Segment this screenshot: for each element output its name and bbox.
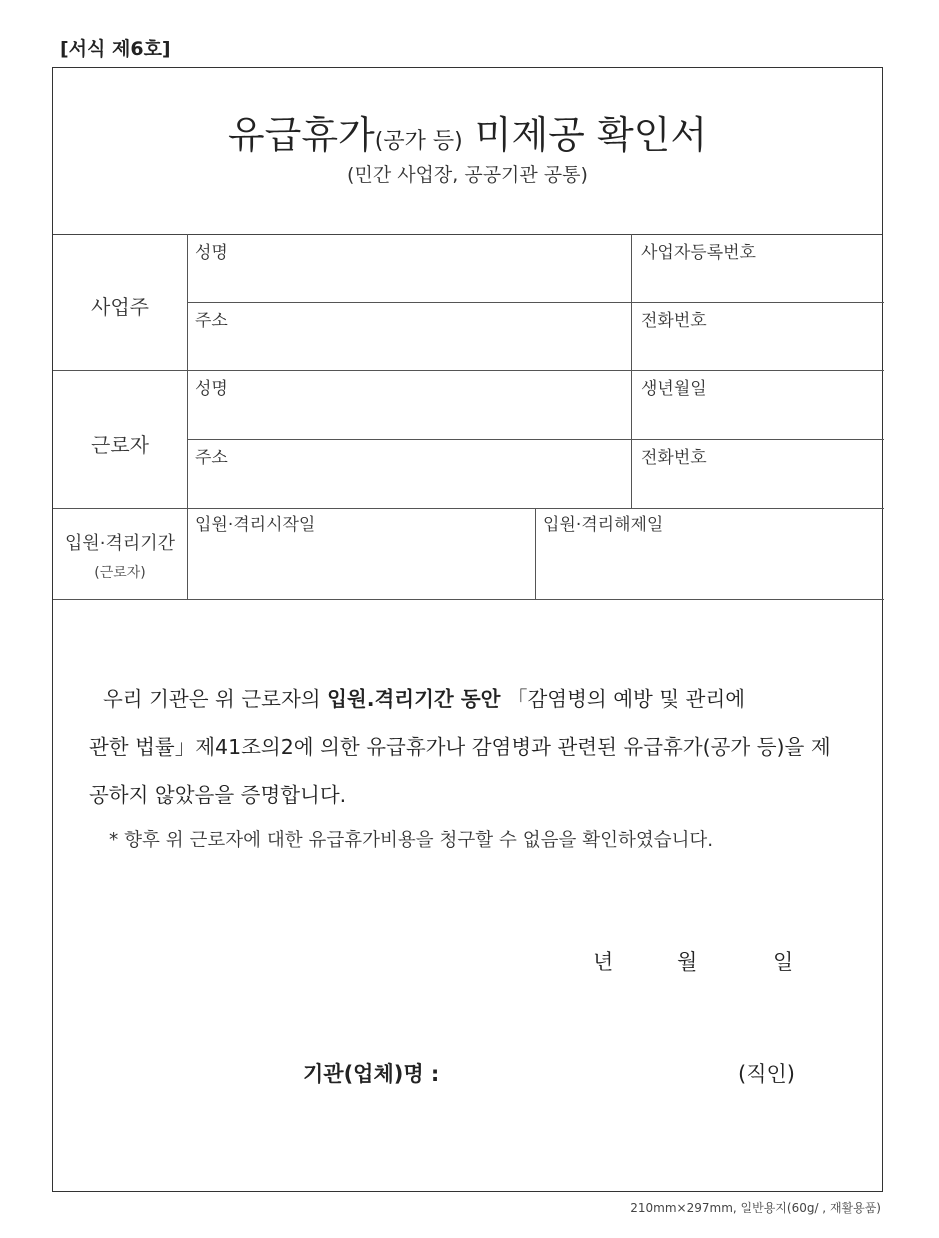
title-main: 유급휴가 [227, 113, 375, 157]
employer-phone-field[interactable]: 전화번호 [641, 311, 707, 331]
divider [53, 599, 884, 600]
employer-header: 사업주 [91, 295, 149, 319]
body-text-b: 「감염병의 예방 및 관리에 [507, 687, 746, 711]
page-subtitle: (민간 사업장, 공공기관 공통) [347, 164, 588, 186]
employer-reg-no-field[interactable]: 사업자등록번호 [641, 243, 756, 263]
body-text-a: 우리 기관은 위 근로자의 [103, 687, 328, 711]
page-title [53, 104, 882, 159]
divider [187, 302, 884, 303]
employer-name-field[interactable]: 성명 [195, 243, 228, 263]
form-number: [서식 제6호] [60, 38, 171, 60]
form-frame [52, 67, 883, 1192]
date-month: 월 [677, 950, 698, 974]
org-name-label: 기관(업체)명 : [303, 1062, 440, 1086]
date-day: 일 [773, 950, 794, 974]
body-line-1 [89, 675, 859, 723]
divider [53, 370, 884, 371]
certification-text [89, 675, 859, 819]
title-area [53, 68, 882, 235]
worker-phone-field[interactable]: 전화번호 [641, 448, 707, 468]
seal-label: (직인) [738, 1062, 795, 1086]
isolation-header: 입원·격리기간 [64, 533, 176, 554]
divider [631, 234, 632, 508]
isolation-header-sub: (근로자) [94, 565, 146, 581]
isolation-start-field[interactable]: 입원·격리시작일 [195, 515, 316, 535]
paper-spec-footer: 210mm×297mm, 일반용지(60g/ , 재활용품) [630, 1201, 881, 1215]
worker-header: 근로자 [91, 433, 149, 457]
note-text: * 향후 위 근로자에 대한 유급휴가비용을 청구할 수 없음을 확인하였습니다. [109, 830, 714, 851]
worker-birth-field[interactable]: 생년월일 [641, 379, 707, 399]
isolation-end-field[interactable]: 입원·격리해제일 [543, 515, 664, 535]
worker-address-field[interactable]: 주소 [195, 448, 228, 468]
body-text-bold: 입원.격리기간 동안 [327, 687, 501, 711]
worker-name-field[interactable]: 성명 [195, 379, 228, 399]
title-paren: (공가 등) [374, 129, 463, 154]
divider [187, 439, 884, 440]
employer-address-field[interactable]: 주소 [195, 311, 228, 331]
divider [53, 508, 884, 509]
divider [535, 508, 536, 599]
body-line-3: 공하지 않았음을 증명합니다. [89, 783, 347, 807]
title-rest: 미제공 확인서 [462, 113, 708, 157]
date-year: 년 [593, 950, 614, 974]
body-line-2: 관한 법률」제41조의2에 의한 유급휴가나 감염병과 관련된 유급휴가(공가 등)을 제 [89, 735, 831, 759]
divider [187, 234, 188, 599]
